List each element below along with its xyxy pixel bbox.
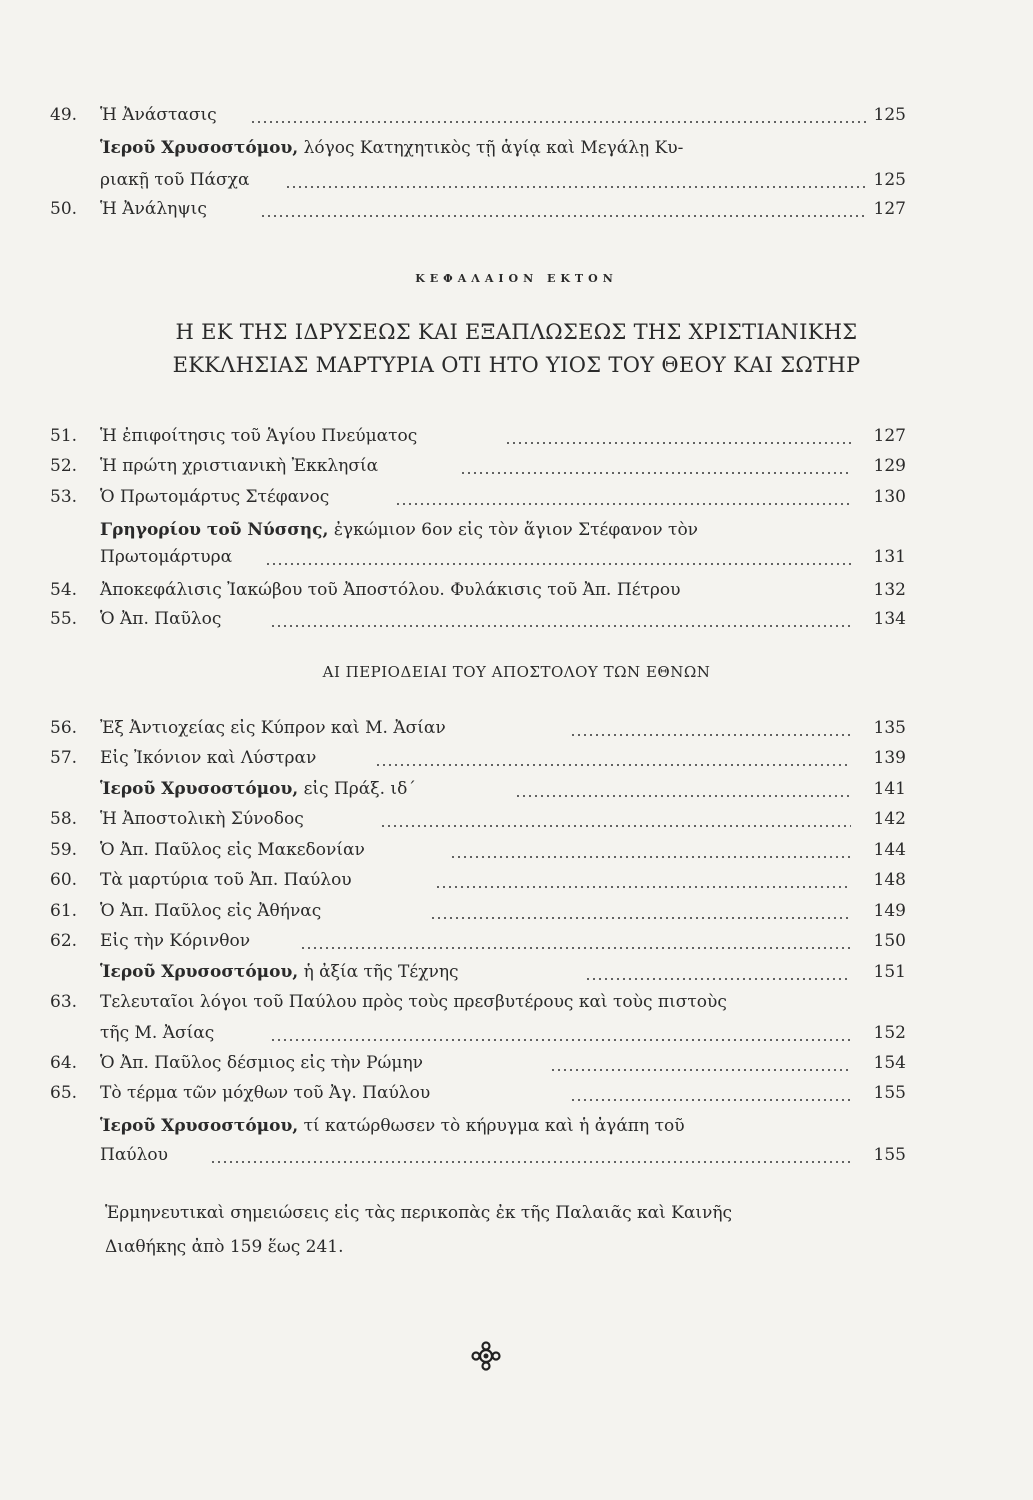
leader-dots — [270, 1039, 851, 1041]
entry-page: 144 — [873, 840, 906, 860]
entry-author: Ἱεροῦ Χρυσοστόμου, — [100, 779, 299, 799]
chapter-title-line2: ΕΚΚΛΗΣΙΑΣ ΜΑΡΤΥΡΙΑ ΟΤΙ ΗΤΟ ΥΙΟΣ ΤΟΥ ΘΕΟΥ ΚΑΙ ΣΩΤΗΡ — [172, 353, 861, 377]
entry-title: Τελευταῖοι λόγοι τοῦ Παύλου πρὸς τοὺς πρεσβυτέρους καὶ τοὺς πιστοὺς — [100, 992, 727, 1012]
leader-dots — [515, 795, 851, 797]
entry-page: 127 — [873, 199, 906, 219]
entry-number: 58. — [50, 809, 78, 829]
chrysostom-entry-4-line2 — [50, 1143, 906, 1167]
footer-note-line1: Ἑρμηνευτικαὶ σημειώσεις εἰς τὰς περικοπὰς ἐκ τῆς Παλαιᾶς καὶ Καινῆς — [105, 1203, 733, 1223]
entry-number: 56. — [50, 718, 78, 738]
leader-dots — [250, 121, 866, 123]
leader-dots — [585, 978, 851, 980]
entry-title: Ὁ Ἀπ. Παῦλος — [100, 609, 222, 629]
entry-page: 150 — [873, 931, 906, 951]
flower-ornament-icon — [471, 1341, 501, 1371]
toc-entry-63-line2 — [50, 1021, 906, 1045]
entry-title: Ἡ πρώτη χριστιανικὴ Ἐκκλησία — [100, 456, 379, 476]
toc-entry-50 — [50, 197, 906, 221]
toc-entry-61 — [50, 899, 906, 923]
entry-text: ἡ ἀξία τῆς Τέχνης — [303, 962, 459, 982]
entry-text: εἰς Πράξ. ιδ΄ — [303, 779, 416, 799]
nyssa-entry-line2 — [50, 545, 906, 569]
footer-note — [105, 1196, 925, 1264]
entry-number: 63. — [50, 992, 78, 1012]
entry-author: Ἱεροῦ Χρυσοστόμου, — [100, 962, 299, 982]
entry-title: τῆς Μ. Ἀσίας — [100, 1023, 215, 1043]
footer-note-line2: Διαθήκης ἀπὸ 159 ἕως 241. — [105, 1237, 344, 1257]
entry-title: Ἡ Ἀνάστασις — [100, 105, 217, 125]
entry-page: 132 — [873, 580, 906, 600]
entry-page: 151 — [873, 962, 906, 982]
entry-page: 125 — [873, 105, 906, 125]
leader-dots — [505, 442, 851, 444]
entry-page: 127 — [873, 426, 906, 446]
entry-title: Ἡ Ἀνάληψις — [100, 199, 207, 219]
entry-title: Εἰς τὴν Κόρινθον — [100, 931, 251, 951]
leader-dots — [570, 1099, 851, 1101]
entry-number: 60. — [50, 870, 78, 890]
toc-entry-49 — [50, 103, 906, 127]
entry-page: 155 — [873, 1083, 906, 1103]
entry-page: 152 — [873, 1023, 906, 1043]
leader-dots — [285, 186, 866, 188]
entry-text: λόγος Κατηχητικὸς τῇ ἁγίᾳ καὶ Μεγάλῃ Κυ- — [303, 138, 684, 158]
leader-dots — [375, 764, 851, 766]
entry-page: 139 — [873, 748, 906, 768]
entry-number: 52. — [50, 456, 78, 476]
entry-number: 62. — [50, 931, 78, 951]
entry-title: Ὁ Πρωτομάρτυς Στέφανος — [100, 487, 330, 507]
entry-number: 57. — [50, 748, 78, 768]
leader-dots — [570, 734, 851, 736]
leader-dots — [270, 625, 851, 627]
entry-page: 154 — [873, 1053, 906, 1073]
entry-number: 53. — [50, 487, 78, 507]
entry-page: 129 — [873, 456, 906, 476]
entry-author: Ἱεροῦ Χρυσοστόμου, — [100, 138, 299, 158]
entry-title: Ἡ ἐπιφοίτησις τοῦ Ἁγίου Πνεύματος — [100, 426, 418, 446]
entry-number: 55. — [50, 609, 78, 629]
toc-entry-52 — [50, 454, 906, 478]
entry-page: 142 — [873, 809, 906, 829]
entry-page: 130 — [873, 487, 906, 507]
toc-entry-60 — [50, 868, 906, 892]
entry-page: 135 — [873, 718, 906, 738]
leader-dots — [460, 472, 851, 474]
entry-title: Ἐξ Ἀντιοχείας εἰς Κύπρον καὶ Μ. Ἀσίαν — [100, 718, 446, 738]
entry-title: Ὁ Ἀπ. Παῦλος δέσμιος εἰς τὴν Ρώμην — [100, 1053, 423, 1073]
chapter-heading: ΚΕΦΑΛΑΙΟΝ ΕΚΤΟΝ — [415, 272, 618, 285]
entry-title: Τὸ τέρμα τῶν μόχθων τοῦ Ἀγ. Παύλου — [100, 1083, 431, 1103]
entry-title: Ὁ Ἀπ. Παῦλος εἰς Μακεδονίαν — [100, 840, 365, 860]
leader-dots — [260, 215, 866, 217]
entry-text: ριακῇ τοῦ Πάσχα — [100, 170, 250, 190]
leader-dots — [380, 825, 851, 827]
leader-dots — [430, 917, 851, 919]
toc-entry-64 — [50, 1051, 906, 1075]
leader-dots — [265, 563, 851, 565]
entry-number: 61. — [50, 901, 78, 921]
entry-text: ἐγκώμιον 6ον εἰς τὸν ἅγιον Στέφανον τὸν — [333, 520, 699, 540]
toc-entry-53 — [50, 485, 906, 509]
entry-number: 64. — [50, 1053, 78, 1073]
entry-title: Ἀποκεφάλισις Ἰακώβου τοῦ Ἀποστόλου. Φυλάκισις τοῦ Ἀπ. Πέτρου — [100, 580, 681, 600]
entry-number: 51. — [50, 426, 78, 446]
nyssa-entry-line1 — [100, 518, 698, 542]
chapter-title-line1: Η ΕΚ ΤΗΣ ΙΔΡΥΣΕΩΣ ΚΑΙ ΕΞΑΠΛΩΣΕΩΣ ΤΗΣ ΧΡΙΣΤΙΑΝΙΚΗΣ — [175, 320, 858, 344]
entry-title: Ἡ Ἀποστολικὴ Σύνοδος — [100, 809, 304, 829]
entry-page: 134 — [873, 609, 906, 629]
chrysostom-entry-1-line1 — [100, 136, 683, 160]
leader-dots — [395, 503, 851, 505]
leader-dots — [300, 947, 851, 949]
entry-number: 49. — [50, 105, 78, 125]
entry-number: 54. — [50, 580, 78, 600]
toc-entry-63-line1 — [50, 990, 727, 1014]
chrysostom-entry-4-line1 — [100, 1114, 685, 1138]
entry-text: τί κατώρθωσεν τὸ κήρυγμα καὶ ἡ ἀγάπη τοῦ — [303, 1116, 685, 1136]
chrysostom-entry-2 — [50, 777, 906, 801]
toc-entry-51 — [50, 424, 906, 448]
toc-entry-56 — [50, 716, 906, 740]
entry-page: 131 — [873, 547, 906, 567]
entry-number: 59. — [50, 840, 78, 860]
entry-title: Τὰ μαρτύρια τοῦ Ἀπ. Παύλου — [100, 870, 352, 890]
entry-author: Ἱεροῦ Χρυσοστόμου, — [100, 1116, 299, 1136]
entry-page: 125 — [873, 170, 906, 190]
chrysostom-entry-1-line2 — [50, 168, 906, 192]
toc-entry-62 — [50, 929, 906, 953]
leader-dots — [210, 1161, 851, 1163]
entry-page: 141 — [873, 779, 906, 799]
entry-title: Ὁ Ἀπ. Παῦλος εἰς Ἀθήνας — [100, 901, 322, 921]
toc-entry-55 — [50, 607, 906, 631]
leader-dots — [450, 856, 851, 858]
entry-text: Παύλου — [100, 1145, 168, 1165]
entry-number: 50. — [50, 199, 78, 219]
toc-entry-65 — [50, 1081, 906, 1105]
entry-page: 148 — [873, 870, 906, 890]
section-title: ΑΙ ΠΕΡΙΟΔΕΙΑΙ ΤΟΥ ΑΠΟΣΤΟΛΟΥ ΤΩΝ ΕΘΝΩΝ — [322, 663, 711, 681]
entry-number: 65. — [50, 1083, 78, 1103]
entry-author: Γρηγορίου τοῦ Νύσσης, — [100, 520, 329, 540]
entry-text: Πρωτομάρτυρα — [100, 547, 233, 567]
leader-dots — [435, 886, 851, 888]
toc-entry-59 — [50, 838, 906, 862]
toc-entry-57 — [50, 746, 906, 770]
toc-entry-54 — [50, 578, 906, 602]
chrysostom-entry-3 — [50, 960, 906, 984]
leader-dots — [550, 1069, 851, 1071]
entry-page: 155 — [873, 1145, 906, 1165]
entry-title: Εἰς Ἰκόνιον καὶ Λύστραν — [100, 748, 317, 768]
toc-entry-58 — [50, 807, 906, 831]
entry-page: 149 — [873, 901, 906, 921]
